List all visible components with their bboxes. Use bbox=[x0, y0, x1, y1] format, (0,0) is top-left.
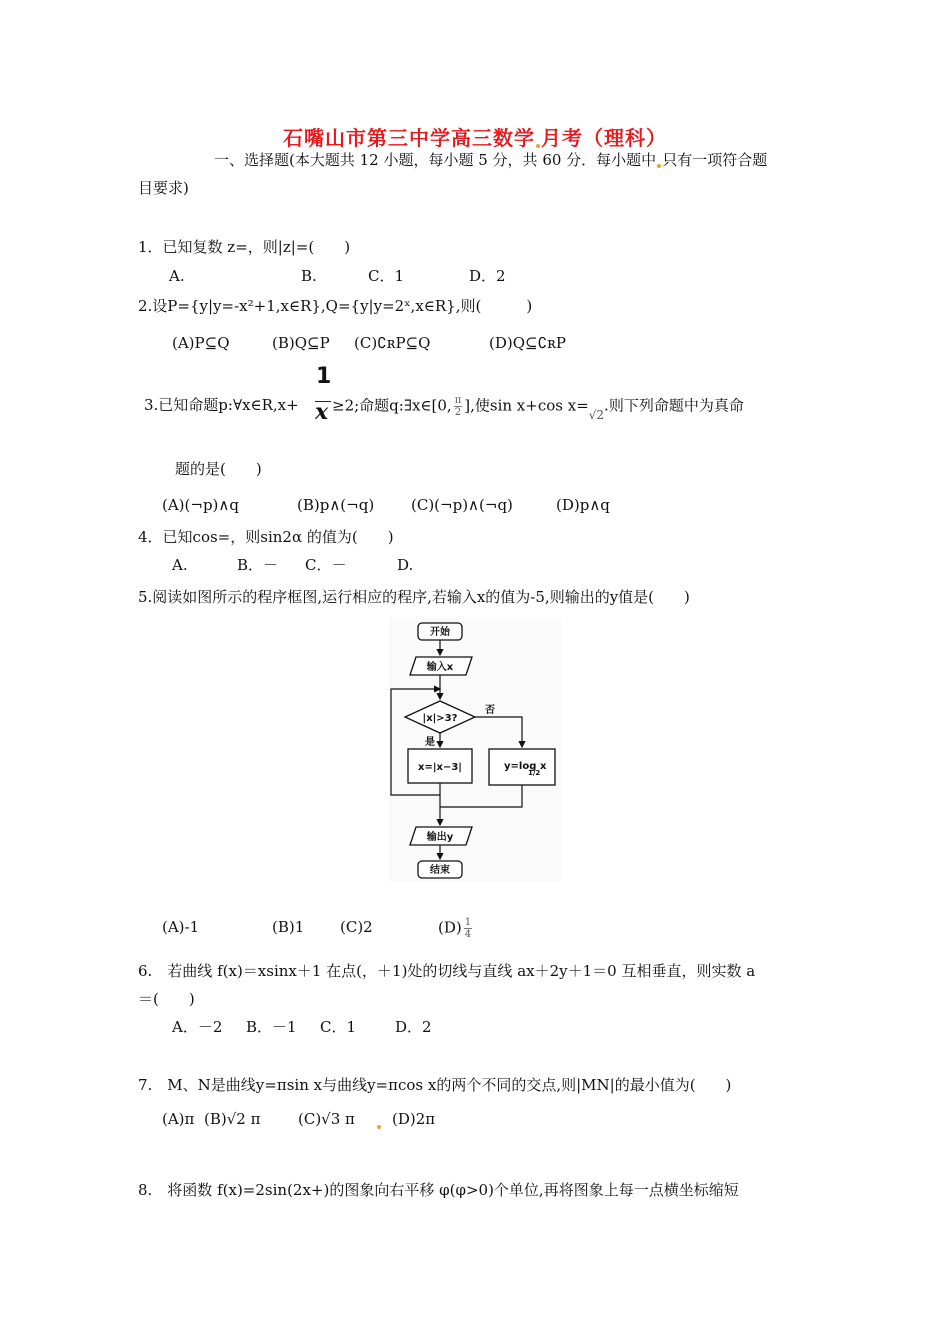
q7-option-d: (D)2π bbox=[392, 1110, 436, 1128]
q3-part2 bbox=[332, 395, 744, 422]
q3-pi-over-2 bbox=[454, 395, 463, 418]
flow-assign-y-text: y=log bbox=[504, 761, 537, 772]
q2-option-c: (C)∁ʀP⊆Q bbox=[354, 334, 431, 352]
mark-dot bbox=[377, 1125, 381, 1129]
exam-title-part1: 石嘴山市第三中学高三数学 bbox=[283, 126, 535, 150]
flow-end-text: 结束 bbox=[430, 865, 450, 876]
flow-start-text: 开始 bbox=[430, 627, 450, 638]
q3-part1: 3.已知命题p:∀x∈R,x+ bbox=[144, 396, 299, 414]
q3-line2: 题的是( ) bbox=[175, 460, 262, 478]
q5-option-a: (A)-1 bbox=[162, 918, 200, 936]
q3-option-a: (A)(¬p)∧q bbox=[162, 496, 239, 514]
q1-option-d: D．2 bbox=[469, 267, 506, 285]
flow-no-label: 否 bbox=[485, 705, 495, 716]
q8-stem: 8. 将函数 f(x)=2sin(2x+)的图象向右平移 φ(φ>0)个单位,再将图象上每一点横坐标缩短 bbox=[138, 1181, 739, 1199]
mark-dot bbox=[536, 144, 540, 148]
q3-option-c: (C)(¬p)∧(¬q) bbox=[411, 496, 513, 514]
q5-flowchart bbox=[389, 617, 561, 882]
q5-option-d bbox=[438, 917, 474, 940]
q5-option-c: (C)2 bbox=[340, 918, 373, 936]
q5-option-d-frac bbox=[464, 917, 472, 940]
q2-option-b: (B)Q⊆P bbox=[272, 334, 330, 352]
q2-option-d: (D)Q⊆∁ʀP bbox=[489, 334, 566, 352]
q5-option-b: (B)1 bbox=[272, 918, 305, 936]
q2-option-a: (A)P⊆Q bbox=[172, 334, 230, 352]
exam-title bbox=[0, 122, 950, 151]
q3-option-b: (B)p∧(¬q) bbox=[297, 496, 375, 514]
q3-text-3: ],使sin x+cos x= bbox=[464, 396, 589, 415]
q3-sqrt2: √2 bbox=[588, 407, 605, 422]
q5-option-d-label: (D) bbox=[438, 918, 462, 937]
q1-stem: 1．已知复数 z=，则|z|=( ) bbox=[138, 238, 351, 256]
q3-option-d: (D)p∧q bbox=[556, 496, 610, 514]
q6-line2: ＝( ) bbox=[138, 990, 195, 1008]
section-heading-a: 一、选择题(本大题共 12 小题，每小题 5 分，共 60 分．每小题中 bbox=[214, 151, 657, 169]
q6-line1: 6. 若曲线 f(x)＝xsinx＋1 在点(，＋1)处的切线与直线 ax＋2y＋1＝0 互相垂直，则实数 a bbox=[138, 962, 756, 980]
q6-option-c: C．1 bbox=[320, 1018, 357, 1036]
q7-option-a: (A)π bbox=[162, 1110, 195, 1128]
section-heading-b: 只有一项符合题 bbox=[662, 151, 768, 169]
q3-frac-den: x bbox=[315, 399, 329, 425]
flow-output-text: 输出y bbox=[426, 832, 454, 843]
q6-option-d: D．2 bbox=[395, 1018, 432, 1036]
flow-decision-text: |x|>3? bbox=[422, 713, 458, 724]
q4-option-c: C．－ bbox=[305, 556, 347, 574]
flow-input-text: 输入x bbox=[426, 662, 454, 673]
flow-assign-y-x: x bbox=[540, 761, 547, 772]
q3-text-4: .则下列命题中为真命 bbox=[604, 396, 744, 415]
section-heading-cont: 目要求) bbox=[138, 179, 189, 197]
q5-d-num: 1 bbox=[464, 917, 472, 928]
q4-option-d: D. bbox=[397, 556, 414, 574]
q3-frac-num: 1 bbox=[316, 364, 332, 389]
q2-stem: 2.设P={y|y=-x²+1,x∈R},Q={y|y=2ˣ,x∈R},则( ) bbox=[138, 297, 533, 315]
q7-option-c: (C)√3 π bbox=[298, 1110, 355, 1128]
q7-stem: 7. M、N是曲线y=πsin x与曲线y=πcos x的两个不同的交点,则|MN|的最小值为( ) bbox=[138, 1076, 732, 1094]
q1-option-c: C．1 bbox=[368, 267, 405, 285]
section-heading bbox=[214, 150, 767, 170]
flow-assign-x-text: x=|x−3| bbox=[418, 762, 462, 773]
q3-text: ≥2;命题q:∃x∈[0, bbox=[332, 396, 452, 415]
q4-option-a: A. bbox=[172, 556, 188, 574]
q5-d-den: 4 bbox=[464, 929, 472, 940]
q1-option-b: B. bbox=[301, 267, 317, 285]
q4-stem: 4．已知cos=，则sin2α 的值为( ) bbox=[138, 528, 394, 546]
q6-option-a: A．－2 bbox=[172, 1018, 223, 1036]
flow-assign-y-sub: 1/2 bbox=[528, 769, 541, 777]
q3-pi: π bbox=[454, 395, 462, 406]
flowchart-svg bbox=[389, 617, 561, 882]
flow-yes-label: 是 bbox=[425, 737, 435, 748]
q3-two: 2 bbox=[454, 407, 462, 418]
exam-title-part2: 月考（理科） bbox=[541, 126, 667, 150]
mark-dot bbox=[657, 164, 661, 168]
q1-option-a: A. bbox=[169, 267, 185, 285]
q7-option-b: (B)√2 π bbox=[204, 1110, 261, 1128]
q5-stem: 5.阅读如图所示的程序框图,运行相应的程序,若输入x的值为-5,则输出的y值是( ) bbox=[138, 588, 690, 606]
q4-option-b: B．－ bbox=[237, 556, 279, 574]
q6-option-b: B．－1 bbox=[246, 1018, 297, 1036]
